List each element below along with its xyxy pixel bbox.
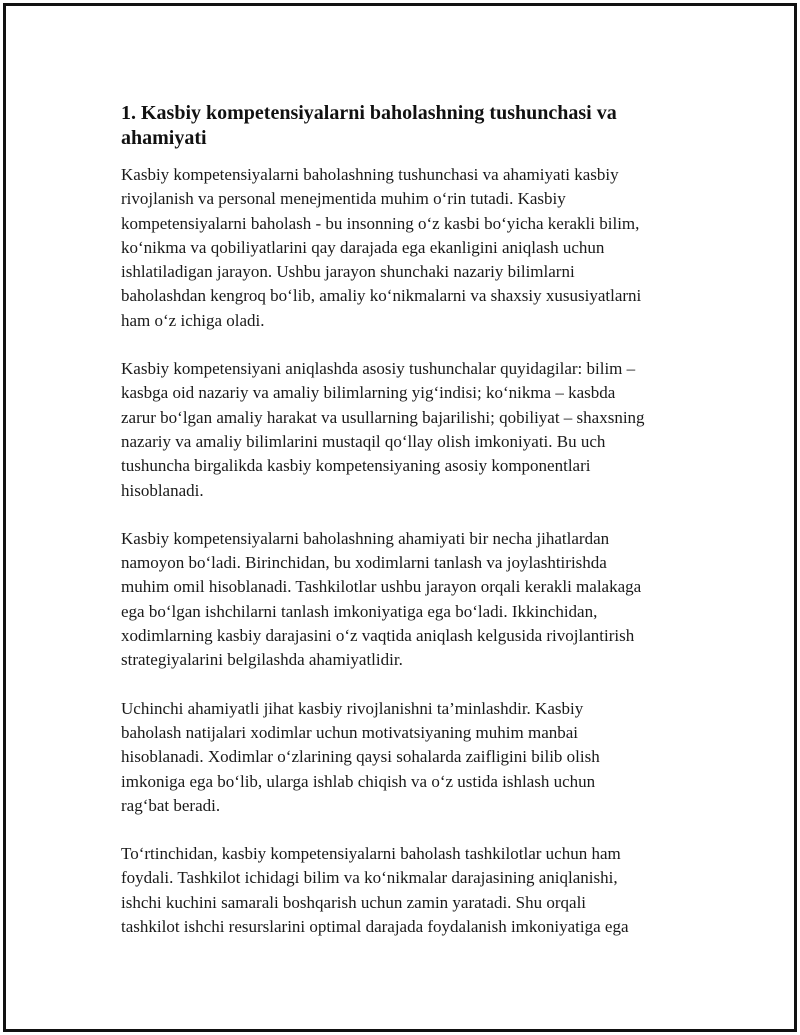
heading-line: 1. Kasbiy kompetensiyalarni baholashning tushunchasi va [121,102,617,124]
paragraph-2 [121,357,696,503]
text-line: foydali. Tashkilot ichidagi bilim va ko‘nikmalar darajasining aniqlanishi, [121,868,618,888]
text-line: rag‘bat beradi. [121,795,221,815]
text-line: Kasbiy kompetensiyani aniqlashda asosiy tushunchalar quyidagilar: bilim – [121,359,636,379]
text-line: nazariy va amaliy bilimlarini mustaqil qo‘llay olish imkoniyati. Bu uch [121,431,606,451]
text-line: tashkilot ishchi resurslarini optimal darajada foydalanish imkoniyatiga ega [121,917,629,937]
heading-line: ahamiyati [121,127,207,149]
section-heading [121,101,696,151]
document-body [121,101,696,963]
paragraph-3 [121,527,696,673]
text-line: baholashdan kengroq bo‘lib, amaliy ko‘nikmalarni va shaxsiy xususiyatlarni [121,286,642,306]
text-line: strategiyalarini belgilashda ahamiyatlidir. [121,650,403,670]
text-line: zarur bo‘lgan amaliy harakat va usullarning bajarilishi; qobiliyat – shaxsning [121,407,645,427]
text-line: ishchi kuchini samarali boshqarish uchun zamin yaratadi. Shu orqali [121,892,587,912]
text-line: hisoblanadi. Xodimlar o‘zlarining qaysi sohalarda zaifligini bilib olish [121,747,600,767]
paragraph-5 [121,842,696,939]
text-line: baholash natijalari xodimlar uchun motivatsiyaning muhim manbai [121,722,579,742]
text-line: ishlatiladigan jarayon. Ushbu jarayon shunchaki nazariy bilimlarni [121,262,575,282]
document-page [3,3,797,1032]
text-line: imkoniga ega bo‘lib, ularga ishlab chiqish va o‘z ustida ishlash uchun [121,771,596,791]
text-line: Kasbiy kompetensiyalarni baholashning ahamiyati bir necha jihatlardan [121,528,610,548]
text-line: tushuncha birgalikda kasbiy kompetensiyaning asosiy komponentlari [121,456,591,476]
text-line: Kasbiy kompetensiyalarni baholashning tushunchasi va ahamiyati kasbiy [121,165,619,184]
paragraph-1 [121,163,696,333]
text-line: ko‘nikma va qobiliyatlarini qay darajada ega ekanligini aniqlash uchun [121,237,605,257]
text-line: rivojlanish va personal menejmentida muhim o‘rin tutadi. Kasbiy [121,189,566,209]
text-line: ham o‘z ichiga oladi. [121,310,265,330]
text-line: xodimlarning kasbiy darajasini o‘z vaqtida aniqlash kelgusida rivojlantirish [121,626,635,646]
text-line: kompetensiyalarni baholash - bu insonning o‘z kasbi bo‘yicha kerakli bilim, [121,213,640,233]
text-line: kasbga oid nazariy va amaliy bilimlarning yig‘indisi; ko‘nikma – kasbda [121,383,616,403]
text-line: Uchinchi ahamiyatli jihat kasbiy rivojlanishni ta’minlashdir. Kasbiy [121,698,584,718]
text-line: ega bo‘lgan ishchilarni tanlash imkoniyatiga ega bo‘ladi. Ikkinchidan, [121,601,598,621]
text-line: muhim omil hisoblanadi. Tashkilotlar ushbu jarayon orqali kerakli malakaga [121,577,642,597]
text-line: namoyon bo‘ladi. Birinchidan, bu xodimlarni tanlash va joylashtirishda [121,553,607,573]
text-line: To‘rtinchidan, kasbiy kompetensiyalarni baholash tashkilotlar uchun ham [121,844,621,864]
text-line: hisoblanadi. [121,480,204,500]
paragraph-4 [121,697,696,818]
